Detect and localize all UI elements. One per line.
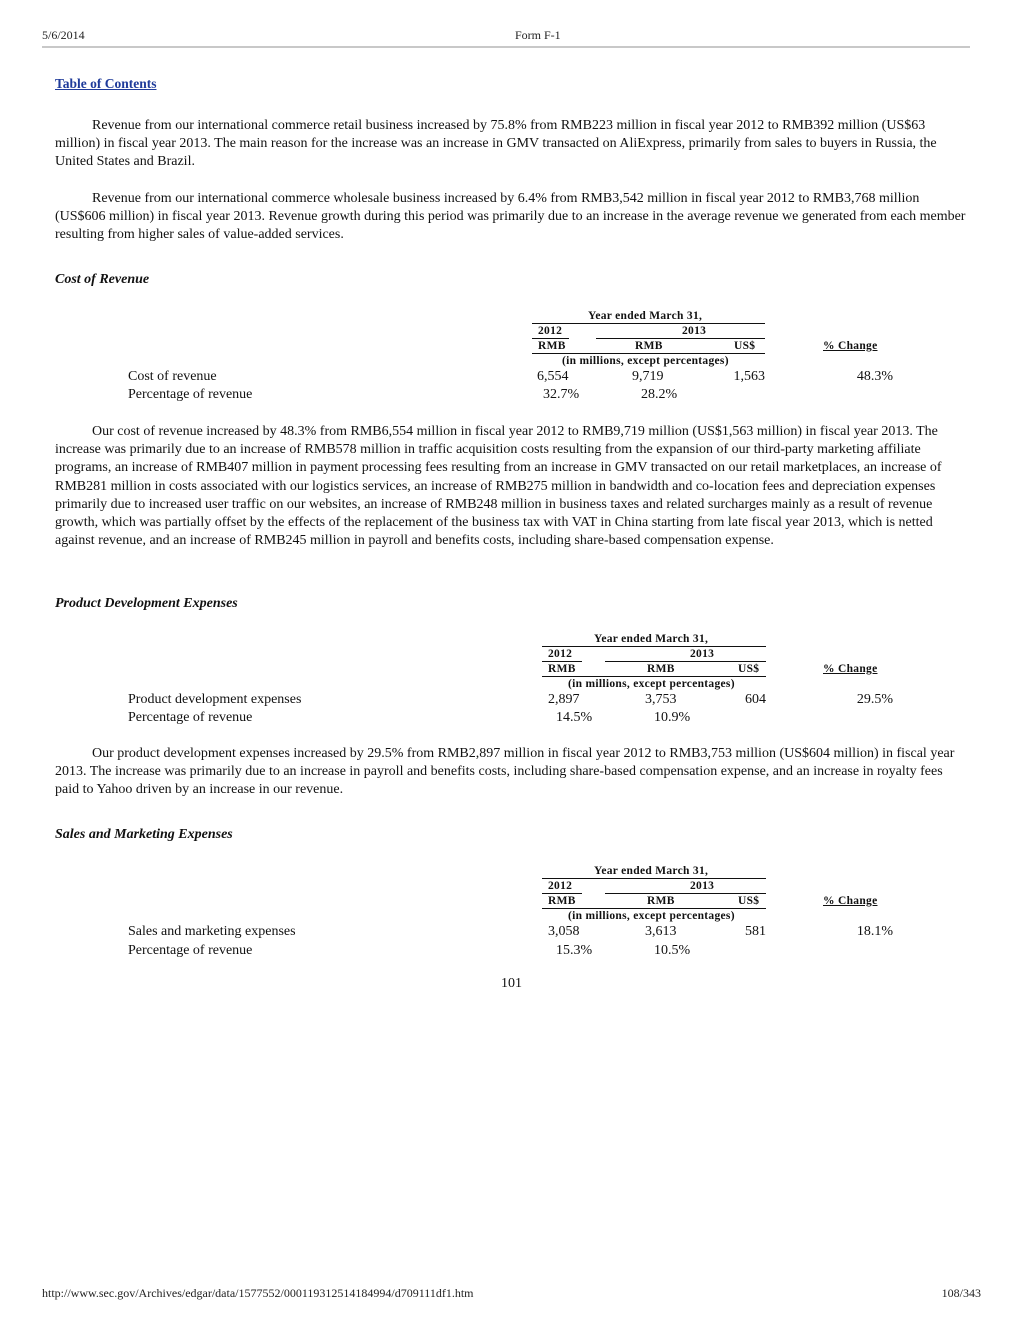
row-label: Percentage of revenue	[128, 943, 253, 958]
header-underline	[532, 323, 765, 324]
value-2013-rmb: 9,719	[632, 369, 664, 384]
value-2013-rmb: 28.2%	[641, 387, 678, 402]
value-2012-rmb: 3,058	[548, 924, 580, 939]
year-2013-header: 2013	[682, 325, 707, 337]
row-label: Cost of revenue	[128, 369, 217, 384]
print-date: 5/6/2014	[42, 28, 85, 42]
percent-change-value: 48.3%	[856, 369, 893, 384]
header-underline	[542, 908, 766, 909]
value-2012-rmb: 32.7%	[543, 387, 580, 402]
header-divider	[42, 46, 970, 48]
percent-change-value: 18.1%	[856, 924, 893, 939]
rmb-2012-header: RMB	[548, 895, 576, 907]
header-underline	[532, 338, 569, 339]
document-title: Form F-1	[515, 28, 561, 42]
units-note: (in millions, except percentages)	[568, 910, 735, 922]
header-underline	[542, 893, 582, 894]
cost-of-revenue-paragraph: Our cost of revenue increased by 48.3% from RMB6,554 million in fiscal year 2012 to RMB9,719 million (US$1,563 million) in fiscal year 2013. The increase was primarily due to an increase of RMB578 million in traffic acquisition costs resulting from the expansion of our third-party marketing affiliate programs, an increase of RMB407 million in payment processing fees resulting from an increase in GMV transacted on our retail marketplaces, an increase of RMB281 million in costs associated with our logistics services, an increase of RMB275 million in bandwidth and co-location fees and depreciation expenses primarily due to increased user traffic on our websites, an increase of RMB248 million in business taxes and related surcharges mainly as a result of revenue growth, which was partially offset by the effects of the replacement of the business tax with VAT in China starting from late fiscal year 2013, which is netted against revenue, and an increase of RMB245 million in payroll and benefits costs, including share-based compensation expense.	[55, 424, 942, 549]
value-2013-usd: 1,563	[733, 369, 765, 384]
year-ended-header: Year ended March 31,	[594, 865, 709, 877]
page-count: 108/343	[941, 1286, 981, 1300]
page-number: 101	[501, 976, 522, 991]
rmb-2013-header: RMB	[647, 663, 675, 675]
table-of-contents-link[interactable]: Table of Contents	[55, 76, 157, 91]
usd-2013-header: US$	[738, 663, 760, 675]
row-label: Percentage of revenue	[128, 387, 253, 402]
section-heading: Sales and Marketing Expenses	[55, 827, 233, 842]
value-2012-rmb: 6,554	[537, 369, 569, 384]
year-ended-header: Year ended March 31,	[588, 310, 703, 322]
header-underline	[542, 661, 582, 662]
usd-2013-header: US$	[738, 895, 760, 907]
header-underline	[542, 878, 766, 879]
rmb-2012-header: RMB	[538, 340, 566, 352]
value-2013-usd: 604	[745, 692, 766, 707]
percent-change-header: % Change	[823, 663, 878, 675]
header-underline	[605, 661, 766, 662]
value-2013-usd: 581	[745, 924, 766, 939]
units-note: (in millions, except percentages)	[562, 355, 729, 367]
section-heading: Cost of Revenue	[55, 272, 150, 287]
year-ended-header: Year ended March 31,	[594, 633, 709, 645]
wholesale-revenue-paragraph: Revenue from our international commerce wholesale business increased by 6.4% from RMB3,542 million in fiscal year 2012 to RMB3,768 million (US$606 million) in fiscal year 2013. Revenue growth during this period was primarily due to an increase in the average revenue we generated from each member resulting from higher sales of value-added services.	[55, 191, 966, 243]
units-note: (in millions, except percentages)	[568, 678, 735, 690]
rmb-2013-header: RMB	[635, 340, 663, 352]
rmb-2013-header: RMB	[647, 895, 675, 907]
header-underline	[596, 338, 765, 339]
year-2012-header: 2012	[548, 880, 573, 892]
value-2013-rmb: 10.5%	[654, 943, 691, 958]
row-label: Percentage of revenue	[128, 710, 253, 725]
row-label: Sales and marketing expenses	[128, 924, 296, 939]
source-url: http://www.sec.gov/Archives/edgar/data/1577552/000119312514184994/d709111df1.htm	[42, 1286, 474, 1300]
header-underline	[605, 893, 766, 894]
year-2012-header: 2012	[538, 325, 563, 337]
retail-revenue-paragraph: Revenue from our international commerce retail business increased by 75.8% from RMB223 million in fiscal year 2012 to RMB392 million (US$63 million) in fiscal year 2013. The main reason for the increase was an increase in GMV transacted on AliExpress, primarily from sales to buyers in Russia, the United States and Brazil.	[55, 118, 937, 170]
header-underline	[532, 353, 765, 354]
percent-change-header: % Change	[823, 895, 878, 907]
product-development-paragraph: Our product development expenses increased by 29.5% from RMB2,897 million in fiscal year 2012 to RMB3,753 million (US$604 million) in fiscal year 2013. The increase was primarily due to an increase in payroll and benefits costs, including share-based compensation expense, and an increase in royalty fees paid to Yahoo driven by an increase in our revenue.	[55, 746, 955, 798]
usd-2013-header: US$	[734, 340, 756, 352]
row-label: Product development expenses	[128, 692, 302, 707]
value-2012-rmb: 15.3%	[556, 943, 593, 958]
section-heading: Product Development Expenses	[55, 596, 238, 611]
value-2013-rmb: 10.9%	[654, 710, 691, 725]
header-underline	[542, 676, 766, 677]
year-2013-header: 2013	[690, 880, 715, 892]
percent-change-header: % Change	[823, 340, 878, 352]
value-2012-rmb: 14.5%	[556, 710, 593, 725]
value-2012-rmb: 2,897	[548, 692, 580, 707]
percent-change-value: 29.5%	[856, 692, 893, 707]
value-2013-rmb: 3,753	[645, 692, 677, 707]
value-2013-rmb: 3,613	[645, 924, 677, 939]
header-underline	[542, 646, 766, 647]
rmb-2012-header: RMB	[548, 663, 576, 675]
year-2013-header: 2013	[690, 648, 715, 660]
year-2012-header: 2012	[548, 648, 573, 660]
